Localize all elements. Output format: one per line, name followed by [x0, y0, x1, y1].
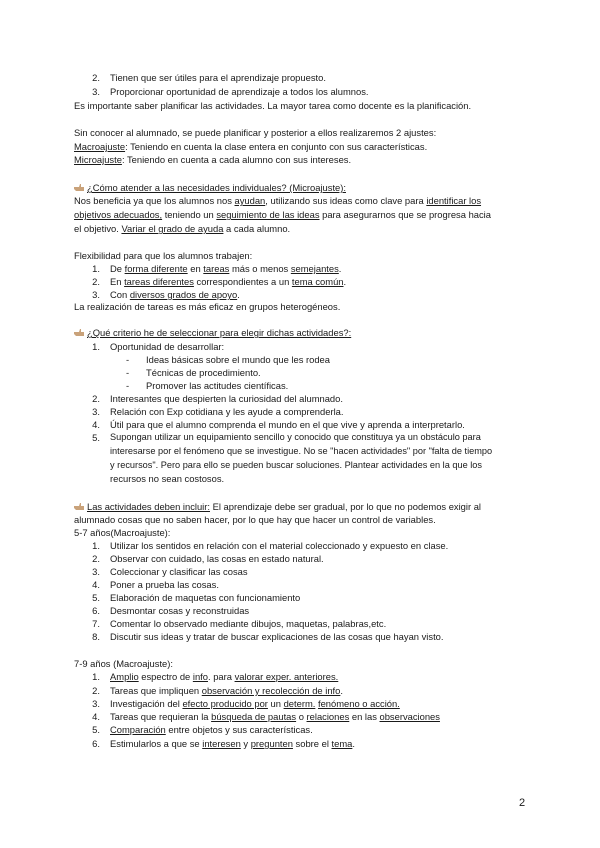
list-item: Desmontar cosas y reconstruidas	[110, 605, 250, 616]
list-item: Estimularlos a que se interesen y pregunten sobre el tema.	[110, 738, 355, 749]
paragraph: La realización de tareas es más eficaz en grupos heterogéneos.	[74, 301, 341, 312]
paragraph-text: El aprendizaje debe ser gradual, por lo que no podemos exigir al	[210, 501, 482, 512]
definition-text: : Teniendo en cuenta la clase entera en conjunto con sus características.	[125, 141, 428, 152]
age-group-title: 5-7 años(Macroajuste):	[74, 527, 171, 538]
list-item: Proporcionar oportunidad de aprendizaje a todos los alumnos.	[110, 86, 369, 97]
microajuste-definition	[74, 153, 351, 166]
sub-list-item: Técnicas de procedimiento.	[146, 367, 261, 378]
list-number: 3.	[92, 406, 100, 417]
sub-list-item: Promover las actitudes científicas.	[146, 380, 289, 391]
list-number: 3.	[92, 698, 100, 709]
list-item: De forma diferente en tareas más o menos semejantes.	[110, 263, 342, 274]
list-number: 8.	[92, 631, 100, 642]
hand-pointing-icon	[74, 328, 85, 337]
list-item: Interesantes que despierten la curiosidad del alumnado.	[110, 393, 343, 404]
list-number: 5.	[92, 432, 100, 443]
list-item: Elaboración de maquetas con funcionamiento	[110, 592, 301, 603]
list-item-line: recursos no sean costosos.	[110, 473, 225, 484]
list-number: 4.	[92, 711, 100, 722]
list-item: Oportunidad de desarrollar:	[110, 341, 225, 352]
paragraph: Sin conocer al alumnado, se puede planificar y posterior a ellos realizaremos 2 ajustes:	[74, 127, 437, 138]
list-item: Investigación del efecto producido por un determ. fenómeno o acción.	[110, 698, 400, 709]
heading-text: ¿Qué criterio he de seleccionar para elegir dichas actividades?:	[87, 327, 352, 338]
list-number: 7.	[92, 618, 100, 629]
list-item: En tareas diferentes correspondientes a un tema común.	[110, 276, 347, 287]
term: Microajuste	[74, 154, 122, 165]
list-item: Comparación entre objetos y sus características.	[110, 724, 313, 735]
list-item: Poner a prueba las cosas.	[110, 579, 219, 590]
list-number: 4.	[92, 579, 100, 590]
list-number: 5.	[92, 592, 100, 603]
hand-pointing-icon	[74, 502, 85, 511]
list-number: 3.	[92, 86, 100, 97]
list-number: 1.	[92, 540, 100, 551]
heading-text: Las actividades deben incluir:	[87, 501, 210, 512]
list-number: 4.	[92, 419, 100, 430]
dash-bullet: -	[126, 354, 130, 365]
list-number: 6.	[92, 605, 100, 616]
paragraph: Flexibilidad para que los alumnos trabajen:	[74, 250, 253, 261]
hand-pointing-icon	[74, 183, 85, 192]
paragraph-line: alumnado cosas que no saben hacer, por lo que hay que hacer un control de variables.	[74, 514, 436, 525]
definition-text: : Teniendo en cuenta a cada alumno con sus intereses.	[121, 154, 352, 165]
section-heading-line	[74, 500, 481, 513]
dash-bullet: -	[126, 367, 130, 378]
list-item: Útil para que el alumno comprenda el mundo en el que vive y aprenda a interpretarlo.	[110, 419, 465, 430]
list-number: 1.	[92, 341, 100, 352]
section-heading	[74, 326, 351, 339]
list-item-line: interesarse por el fenómeno que se investigue. No se "hacen actividades" por "falta de tiempo	[110, 446, 493, 456]
macroajuste-definition	[74, 140, 427, 153]
list-number: 1.	[92, 671, 100, 682]
list-item: Amplio espectro de info. para valorar exper. anteriores.	[110, 671, 339, 682]
list-item: Tienen que ser útiles para el aprendizaje propuesto.	[110, 72, 326, 83]
page-number: 2	[519, 797, 526, 809]
list-number: 5.	[92, 724, 100, 735]
list-item: Tareas que requieran la búsqueda de pautas o relaciones en las observaciones	[110, 711, 440, 722]
list-item: Relación con Exp cotidiana y les ayude a comprenderla.	[110, 406, 344, 417]
list-item: Discutir sus ideas y tratar de buscar explicaciones de las cosas que hayan visto.	[110, 631, 444, 642]
list-item: Tareas que impliquen observación y recolección de info.	[110, 685, 343, 696]
list-item: Utilizar los sentidos en relación con el material coleccionado y expuesto en clase.	[110, 540, 449, 551]
list-item-line: Supongan utilizar un equipamiento sencillo y conocido que constituya ya un obstáculo para	[110, 432, 481, 442]
paragraph-line: objetivos adecuados, teniendo un seguimiento de las ideas para asegurarnos que se progresa hacia	[74, 209, 491, 220]
list-number: 2.	[92, 276, 100, 287]
paragraph-line: el objetivo. Variar el grado de ayuda a cada alumno.	[74, 223, 291, 234]
list-number: 2.	[92, 685, 100, 696]
list-item: Comentar lo observado mediante dibujos, maquetas, palabras,etc.	[110, 618, 387, 629]
list-number: 3.	[92, 289, 100, 300]
paragraph: Es importante saber planificar las actividades. La mayor tarea como docente es la planificación.	[74, 100, 472, 111]
term: Macroajuste	[74, 141, 126, 152]
list-number: 1.	[92, 263, 100, 274]
heading-text: ¿Cómo atender a las necesidades individuales? (Microajuste):	[87, 182, 346, 193]
dash-bullet: -	[126, 380, 130, 391]
list-item-line: y recursos". Pero para ello se pueden buscar soluciones. Plantear actividades en la que los	[110, 460, 482, 470]
section-heading	[74, 181, 346, 194]
list-number: 2.	[92, 393, 100, 404]
list-item: Coleccionar y clasificar las cosas	[110, 566, 248, 577]
list-item: Observar con cuidado, las cosas en estado natural.	[110, 553, 324, 564]
list-item: Con diversos grados de apoyo.	[110, 289, 240, 300]
list-number: 2.	[92, 553, 100, 564]
paragraph-line: Nos beneficia ya que los alumnos nos ayudan, utilizando sus ideas como clave para identificar los	[74, 195, 482, 206]
age-group-title: 7-9 años (Macroajuste):	[74, 658, 174, 669]
list-number: 2.	[92, 72, 100, 83]
list-number: 3.	[92, 566, 100, 577]
list-number: 6.	[92, 738, 100, 749]
sub-list-item: Ideas básicas sobre el mundo que les rodea	[146, 354, 330, 365]
